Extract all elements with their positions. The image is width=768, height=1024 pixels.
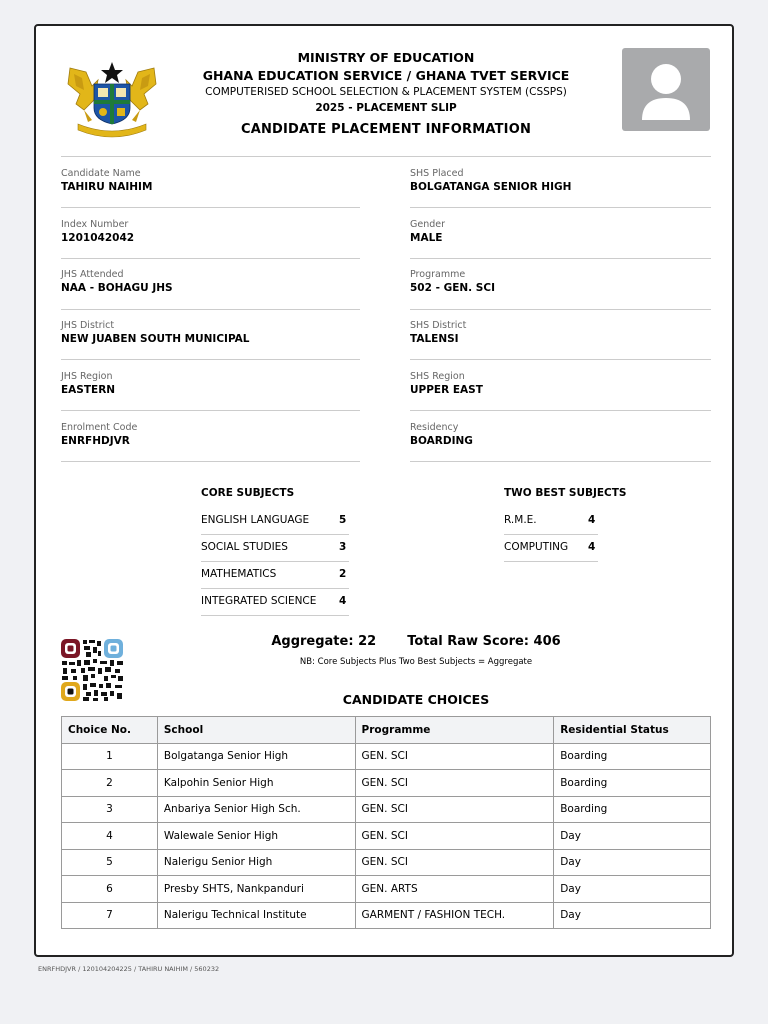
column-header: Programme (355, 717, 554, 744)
field-label: Gender (410, 219, 446, 230)
field-value: 502 - GEN. SCI (410, 282, 495, 294)
footer-reference: ENRFHDJVR / 120104204225 / TAHIRU NAIHIM / 560232 (38, 965, 220, 973)
choice-programme: GEN. SCI (355, 849, 554, 876)
choice-school: Anbariya Senior High Sch. (157, 796, 355, 823)
choice-number: 1 (62, 743, 158, 770)
choice-number: 4 (62, 823, 158, 850)
field-shs-district (410, 320, 708, 347)
subject-name: R.M.E. (504, 514, 537, 526)
field-label: Enrolment Code (61, 422, 138, 433)
subject-score: 4 (588, 514, 596, 526)
field-divider (61, 410, 360, 411)
choice-residential-status: Boarding (554, 743, 711, 770)
choice-school: Bolgatanga Senior High (157, 743, 355, 770)
core-subject-row (201, 535, 349, 562)
best-subject-row (504, 508, 598, 535)
choice-residential-status: Day (554, 849, 711, 876)
page-title: CANDIDATE PLACEMENT INFORMATION (240, 122, 532, 137)
field-divider (61, 461, 360, 462)
raw-score-value: Total Raw Score: 406 (407, 634, 561, 649)
system-heading: COMPUTERISED SCHOOL SELECTION & PLACEMENT SYSTEM (CSSPS) (205, 86, 567, 98)
field-label: Programme (410, 269, 466, 280)
field-value: ENRFHDJVR (61, 435, 130, 447)
field-divider (61, 309, 360, 310)
aggregate-note: NB: Core Subjects Plus Two Best Subjects = Aggregate (299, 657, 533, 667)
subject-name: MATHEMATICS (201, 568, 277, 580)
choice-school: Presby SHTS, Nankpanduri (157, 876, 355, 903)
field-jhs-region (61, 371, 359, 398)
field-divider (410, 359, 711, 360)
placement-slip (34, 24, 734, 957)
field-divider (61, 359, 360, 360)
choice-residential-status: Day (554, 876, 711, 903)
field-value: NEW JUABEN SOUTH MUNICIPAL (61, 333, 250, 345)
column-header: School (157, 717, 355, 744)
candidate-choices-title: CANDIDATE CHOICES (342, 692, 490, 707)
choice-number: 3 (62, 796, 158, 823)
column-header: Residential Status (554, 717, 711, 744)
field-divider (410, 461, 711, 462)
field-divider (61, 207, 360, 208)
choice-residential-status: Boarding (554, 770, 711, 797)
choice-programme: GEN. ARTS (355, 876, 554, 903)
field-value: NAA - BOHAGU JHS (61, 282, 173, 294)
core-subject-row (201, 562, 349, 589)
field-divider (410, 258, 711, 259)
choice-number: 2 (62, 770, 158, 797)
field-jhs-attended (61, 269, 359, 296)
field-label: JHS Attended (61, 269, 124, 280)
choice-programme: GEN. SCI (355, 743, 554, 770)
field-programme (410, 269, 708, 296)
table-row (62, 876, 711, 903)
field-jhs-district (61, 320, 359, 347)
field-value: BOARDING (410, 435, 473, 447)
choice-number: 5 (62, 849, 158, 876)
best-subjects-title: TWO BEST SUBJECTS (504, 487, 627, 499)
field-label: Candidate Name (61, 168, 141, 179)
field-label: SHS District (410, 320, 467, 331)
field-value: UPPER EAST (410, 384, 483, 396)
field-label: SHS Placed (410, 168, 464, 179)
core-subject-row (201, 589, 349, 616)
field-label: Index Number (61, 219, 129, 230)
choices-table (61, 716, 711, 929)
service-heading: GHANA EDUCATION SERVICE / GHANA TVET SERVICE (202, 68, 570, 83)
field-value: EASTERN (61, 384, 116, 396)
field-index-number (61, 219, 359, 246)
table-row (62, 796, 711, 823)
field-label: JHS District (61, 320, 115, 331)
field-enrolment-code (61, 422, 359, 449)
field-value: MALE (410, 232, 443, 244)
field-divider (61, 258, 360, 259)
field-value: TAHIRU NAIHIM (61, 181, 153, 193)
table-row (62, 849, 711, 876)
field-shs-region (410, 371, 708, 398)
field-value: 1201042042 (61, 232, 135, 244)
choice-school: Nalerigu Senior High (157, 849, 355, 876)
table-row (62, 902, 711, 929)
field-label: Residency (410, 422, 459, 433)
choice-residential-status: Day (554, 902, 711, 929)
choice-residential-status: Boarding (554, 796, 711, 823)
table-row (62, 770, 711, 797)
choice-programme: GARMENT / FASHION TECH. (355, 902, 554, 929)
choice-programme: GEN. SCI (355, 770, 554, 797)
table-row (62, 743, 711, 770)
subject-score: 4 (339, 595, 347, 607)
choice-programme: GEN. SCI (355, 796, 554, 823)
subject-name: SOCIAL STUDIES (201, 541, 288, 553)
field-value: TALENSI (410, 333, 459, 345)
field-label: SHS Region (410, 371, 465, 382)
field-candidate-name (61, 168, 359, 195)
header-divider (61, 156, 711, 157)
core-subjects-title: CORE SUBJECTS (201, 487, 295, 499)
subject-name: INTEGRATED SCIENCE (201, 595, 317, 607)
choice-number: 7 (62, 902, 158, 929)
slip-heading: 2025 - PLACEMENT SLIP (315, 102, 457, 114)
subject-name: ENGLISH LANGUAGE (201, 514, 310, 526)
core-subject-row (201, 508, 349, 535)
choice-number: 6 (62, 876, 158, 903)
subject-score: 4 (588, 541, 596, 553)
field-residency (410, 422, 708, 449)
choice-school: Walewale Senior High (157, 823, 355, 850)
choice-school: Nalerigu Technical Institute (157, 902, 355, 929)
choice-residential-status: Day (554, 823, 711, 850)
choice-school: Kalpohin Senior High (157, 770, 355, 797)
best-subject-row (504, 535, 598, 562)
field-value: BOLGATANGA SENIOR HIGH (410, 181, 572, 193)
field-label: JHS Region (61, 371, 113, 382)
field-divider (410, 207, 711, 208)
table-header-row (62, 717, 711, 744)
aggregate-value: Aggregate: 22 (271, 634, 377, 649)
subject-name: COMPUTING (504, 541, 569, 553)
ministry-heading: MINISTRY OF EDUCATION (297, 50, 475, 65)
subject-score: 5 (339, 514, 347, 526)
column-header: Choice No. (62, 717, 158, 744)
field-shs-placed (410, 168, 708, 195)
field-gender (410, 219, 708, 246)
choice-programme: GEN. SCI (355, 823, 554, 850)
subject-score: 3 (339, 541, 347, 553)
aggregate-summary (36, 634, 768, 649)
subject-score: 2 (339, 568, 347, 580)
table-row (62, 823, 711, 850)
field-divider (410, 309, 711, 310)
field-divider (410, 410, 711, 411)
